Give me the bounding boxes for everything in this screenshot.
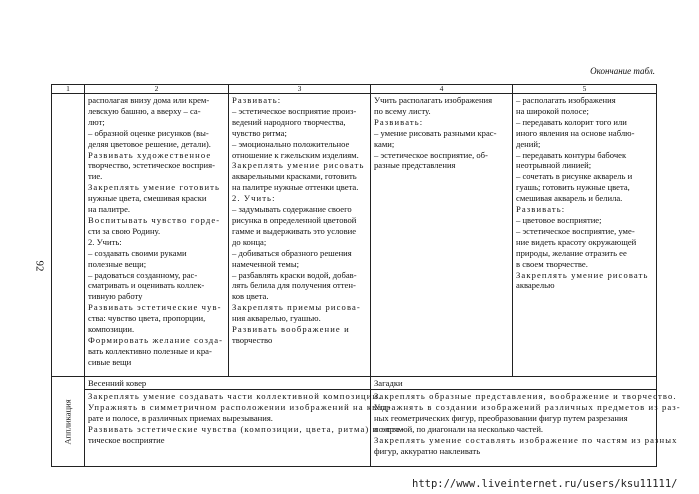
- watermark-url: http://www.liveinternet.ru/users/ksu11111/: [412, 478, 678, 490]
- col3-cell: [229, 94, 371, 377]
- text-line: природы, желание отразить ее: [516, 247, 627, 258]
- text-line: ками;: [374, 138, 395, 149]
- text-line: гуашь; готовить нужные цвета,: [516, 182, 630, 193]
- text-line: Развивать:: [516, 204, 566, 215]
- text-line: акварелью: [516, 280, 555, 291]
- text-line: сматривать и оценивать коллек-: [88, 280, 205, 291]
- text-line: ных геометрических фигур, преобразовании фигур путем разрезания: [374, 412, 628, 423]
- text-line: ков цвета.: [232, 291, 269, 302]
- text-line: вать коллективно полезные и кра-: [88, 345, 212, 356]
- text-line: по всему листу.: [374, 105, 431, 116]
- text-line: на широкой полосе;: [516, 105, 589, 116]
- applique-left-title: Весенний ковер: [85, 378, 370, 390]
- text-line: деляя цветовое решение, детали).: [88, 138, 211, 149]
- text-line: на палитре нужные оттенки цвета.: [232, 182, 359, 193]
- text-line: Упражнять в создании изображений различных предметов из раз-: [374, 401, 681, 412]
- lesson-table: [51, 84, 681, 467]
- text-line: – цветовое восприятие;: [516, 214, 602, 225]
- text-line: – эстетическое восприятие произ-: [232, 105, 357, 116]
- text-line: Формировать желание созда-: [88, 334, 224, 345]
- text-line: лять белила для получения оттен-: [232, 280, 356, 291]
- text-line: – образной оценке рисунков (вы-: [88, 127, 209, 138]
- text-line: Учить располагать изображения: [374, 95, 493, 105]
- text-line: – сочетать в рисунке акварель и: [516, 171, 633, 182]
- text-line: 2. Учить:: [232, 193, 276, 204]
- text-line: в своем творчестве.: [516, 258, 588, 269]
- text-line: – эмоционально положительное: [232, 138, 350, 149]
- col5-cell: [513, 94, 657, 377]
- text-line: – эстетическое восприятие, об-: [374, 149, 488, 160]
- page-number: 92: [33, 260, 46, 272]
- text-line: чувство ритма;: [232, 127, 287, 138]
- text-line: Упражнять в симметричном расположении изображений на квад-: [88, 401, 392, 412]
- text-line: композиции.: [88, 324, 135, 335]
- text-line: 2. Учить:: [88, 236, 122, 247]
- section-label-cell: [52, 377, 85, 467]
- text-line: гамме и выдерживать это условие: [232, 225, 357, 236]
- col2-cell: [85, 94, 229, 377]
- header-cell: 4: [371, 85, 513, 94]
- text-line: Закреплять приемы рисова-: [232, 302, 361, 313]
- text-line: тие.: [88, 171, 103, 182]
- text-line: – радоваться созданному, рас-: [88, 269, 198, 280]
- text-line: отношение к гжельским изделиям.: [232, 149, 359, 160]
- header-cell: 3: [229, 85, 371, 94]
- text-line: ния акварелью, гуашью.: [232, 313, 321, 324]
- row-label-cell: [52, 94, 85, 377]
- text-line: – передавать колорит того или: [516, 116, 627, 127]
- text-line: по прямой, по диагонали на несколько частей.: [374, 423, 544, 434]
- text-line: тическое восприятие: [88, 434, 165, 445]
- text-line: полезные вещи;: [88, 258, 147, 269]
- text-line: творчество, эстетическое восприя-: [88, 160, 215, 171]
- text-line: тивную работу: [88, 291, 143, 302]
- text-line: – передавать контуры бабочек: [516, 149, 627, 160]
- text-line: Закреплять умение рисовать: [516, 269, 649, 280]
- text-line: дений;: [516, 138, 541, 149]
- text-line: Закреплять умение создавать части коллективной композиции.: [88, 391, 382, 401]
- applique-right-cell: [371, 377, 681, 467]
- text-line: сти за свою Родину.: [88, 225, 161, 236]
- col4-cell: [371, 94, 513, 377]
- text-line: левскую башню, а вверху – са-: [88, 105, 201, 116]
- text-line: до конца;: [232, 236, 267, 247]
- text-line: Развивать эстетические чувства (композиции, цвета, ритма) и эсте-: [88, 423, 406, 434]
- drawing-row: [52, 94, 657, 377]
- text-line: акварельными красками, готовить: [232, 171, 357, 182]
- text-line: Развивать художественное: [88, 149, 212, 160]
- text-line: – разбавлять краски водой, добав-: [232, 269, 357, 280]
- text-line: Закреплять умение рисовать: [232, 160, 365, 171]
- text-line: – задумывать содержание своего: [232, 204, 352, 215]
- text-line: рисунка в определенной цветовой: [232, 214, 357, 225]
- text-line: неотрывной линией;: [516, 160, 592, 171]
- section-label: Аппликация: [62, 398, 73, 445]
- text-line: иного явления на основе наблю-: [516, 127, 635, 138]
- text-line: Закреплять умение составлять изображение по частям из разных: [374, 434, 678, 445]
- text-line: – создавать своими руками: [88, 247, 187, 258]
- text-line: Развивать воображение и: [232, 324, 350, 335]
- text-line: – располагать изображения: [516, 95, 616, 105]
- text-line: фигур, аккуратно наклеивать: [374, 445, 481, 456]
- text-line: сивые вещи: [88, 356, 132, 367]
- text-line: рате и полосе, в различных приемах вырезывания.: [88, 412, 273, 423]
- text-line: смешивая акварель и белила.: [516, 193, 623, 204]
- text-line: на палитре.: [88, 204, 131, 215]
- text-line: творчество: [232, 334, 273, 345]
- text-line: Закреплять умение готовить: [88, 182, 221, 193]
- text-line: ведений народного творчества,: [232, 116, 346, 127]
- table-header-row: [52, 85, 657, 94]
- text-line: Воспитывать чувство горде-: [88, 214, 221, 225]
- header-cell: 5: [513, 85, 657, 94]
- text-line: ства: чувство цвета, пропорции,: [88, 313, 206, 324]
- text-line: ние видеть красоту окружающей: [516, 236, 637, 247]
- text-line: – добиваться образного решения: [232, 247, 352, 258]
- header-cell: 2: [85, 85, 229, 94]
- applique-row: [52, 377, 657, 467]
- text-line: – эстетическое восприятие, уме-: [516, 225, 635, 236]
- text-line: намеченной темы;: [232, 258, 300, 269]
- header-cell: 1: [52, 85, 85, 94]
- text-line: Развивать:: [232, 95, 282, 105]
- table-caption: Окончание табл.: [590, 66, 655, 76]
- text-line: располагая внизу дома или крем-: [88, 95, 210, 105]
- text-line: Закреплять образные представления, воображение и творчество.: [374, 391, 677, 401]
- text-line: разные представления: [374, 160, 456, 171]
- text-line: Развивать эстетические чув-: [88, 302, 222, 313]
- applique-right-title: Загадки: [371, 378, 656, 390]
- text-line: Развивать:: [374, 116, 424, 127]
- text-line: лют;: [88, 116, 105, 127]
- text-line: – умение рисовать разными крас-: [374, 127, 497, 138]
- text-line: нужные цвета, смешивая краски: [88, 193, 207, 204]
